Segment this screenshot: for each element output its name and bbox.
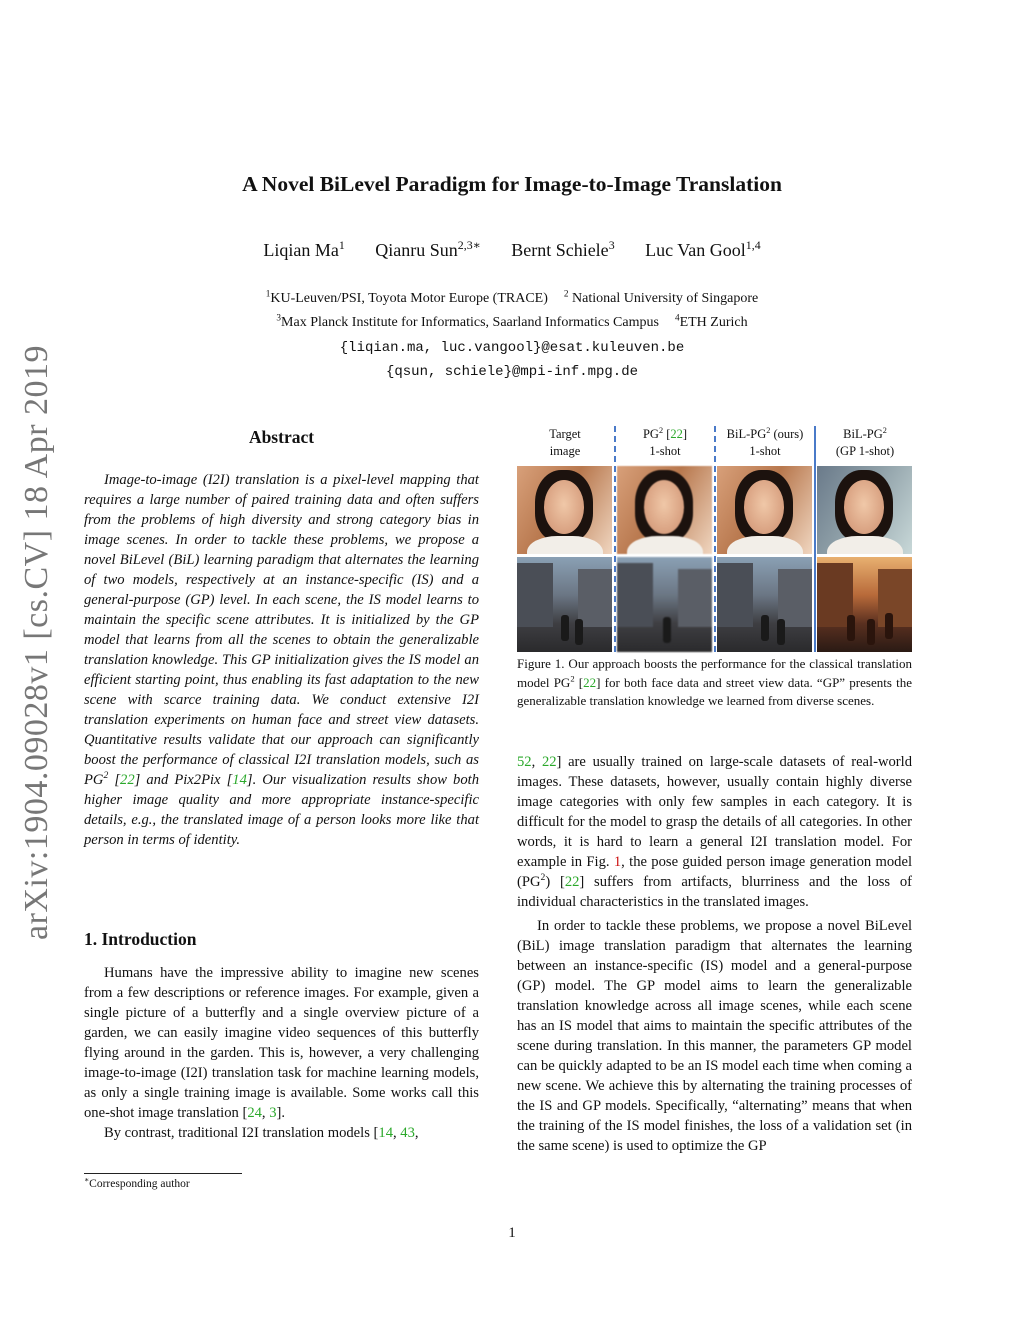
citation-link[interactable]: 22: [541, 754, 557, 770]
figure-divider: [614, 426, 616, 652]
street-target-image: [517, 557, 612, 652]
face-bil-pg2-image: [717, 466, 812, 554]
figure-column-header: BiL-$PG^2$ (GP 1-shot): [835, 425, 895, 458]
citation-link[interactable]: 14: [378, 1125, 393, 1141]
author-list: [0, 240, 1024, 261]
paper-title: A Novel BiLevel Paradigm for Image-to-Image Translation: [242, 172, 782, 196]
street-bil-pg2-image: [717, 557, 812, 652]
figure-divider: [814, 426, 816, 652]
figure-column-header: Target image: [549, 427, 581, 458]
figure-1: [517, 426, 912, 652]
footnote: ∗Corresponding author: [84, 1175, 190, 1190]
street-bil-pg2-gp-image: [817, 557, 912, 652]
citation-link[interactable]: 22: [564, 874, 580, 890]
face-pg2-image: [617, 466, 712, 554]
figure-column-header: BiL-$PG^2$ (ours) 1-shot: [726, 425, 804, 458]
figure-caption: Figure 1. Our approach boosts the performance for the classical translation model $PG^2$ [22] for both face data and street view data. “GP” presents the generalizable translation knowledge we learned from diverse scenes.: [517, 656, 912, 708]
citation-link[interactable]: 43: [400, 1125, 415, 1141]
citation-link[interactable]: 3: [269, 1105, 277, 1121]
author: Qianru Sun$^{2,3∗}$: [375, 238, 481, 260]
author: Luc Van Gool$^{1,4}$: [645, 238, 761, 260]
affiliation-line: $^1$KU-Leuven/PSI, Toyota Motor Europe (TRACE) $^2$ National University of Singapore: [265, 288, 759, 306]
right-column-body: 52, 22] are usually trained on large-scale datasets of real-world images. These datasets, however, usually contain highly diverse image categories with only few samples in each category. It is difficult for the model to grasp the details of all categories. In other words, it is hard to learn a general I2I translation model. For example in Fig. 1, the pose guided person image generation model $(PG^2)$ [22] suffers from artifacts, blurriness and the loss of individual characteristics in the translated images. In order to tackle these problems, we propose a novel BiLevel (BiL) image translation paradigm that alternates the learning between an instance-specific (IS) model and a general-purpose (GP) model. The GP model aims to learn the generalizable translation knowledge across all image scenes, while each scene has an IS model that aims to maintain the specific attributes of the scene during translation. In this manner, the parameters GP model can be quickly adapted to be an IS model each time when coming a new scene. We achieve this by alternating the training processes of the IS and GP models. Specifically, “alternating” means that when the training of the IS model finishes, the loss of a validation set (in the same scene) is used to optimize the GP: [517, 754, 912, 1154]
citation-link[interactable]: 22: [120, 772, 135, 788]
footnote-rule: [84, 1173, 242, 1174]
author: Bernt Schiele$^3$: [511, 238, 615, 260]
section-heading: 1. Introduction: [84, 929, 197, 949]
face-bil-pg2-gp-image: [817, 466, 912, 554]
citation-link[interactable]: 24: [247, 1105, 262, 1121]
citation-link[interactable]: 52: [517, 754, 532, 770]
page-number: 1: [508, 1225, 516, 1241]
intro-body: Humans have the impressive ability to imagine new scenes from a few descriptions or reference images. For example, given a single picture of a butterfly and a single overview picture of a garden, we can easily imagine video sequences of this butterfly flying around in the garden. This is, however, a very challenging image-to-image (I2I) translation task for machine learning models, as only a single training image is available. Some works call this one-shot image translation [24, 3]. By contrast, traditional I2I translation models [14, 43,: [84, 965, 479, 1141]
arxiv-stamp: arXiv:1904.09028v1 [cs.CV] 18 Apr 2019: [18, 344, 55, 940]
author: Liqian Ma$^1$: [263, 238, 345, 260]
figure-link[interactable]: 1: [613, 854, 622, 870]
abstract-heading: Abstract: [248, 427, 315, 447]
citation-link[interactable]: 14: [232, 772, 247, 788]
email-line: {qsun, schiele}@mpi-inf.mpg.de: [385, 364, 639, 380]
figure-divider: [714, 426, 716, 652]
face-target-image: [517, 466, 612, 554]
citation-link[interactable]: 22: [583, 674, 597, 690]
abstract-body: Image-to-image (I2I) translation is a pixel-level mapping that requires a large number of paired training data and often suffers from the problems of high diversity and strong category bias in image scenes. In order to tackle these problems, we propose a novel BiLevel (BiL) learning paradigm that alternates the learning of two models, respectively at an instance-specific (IS) and a general-purpose (GP) level. In each scene, the IS model learns to maintain the specific scene attributes. It is initialized by the GP model that learns from all the scenes to obtain the generalizable translation knowledge. This GP initialization gives the IS model an efficient starting point, thus enabling its fast adaptation to the new scene with scarce training data. We conduct extensive I2I translation experiments on human face and street view datasets. Quantitative results validate that our approach can significantly boost the performance of classical I2I translation models, such as $PG^2$ [22] and Pix2Pix [14]. Our visualization results show both higher image quality and more appropriate instance-specific details, e.g., the translated image of a person looks more like that person in terms of identity.: [84, 472, 479, 848]
affiliation-line: $^3$Max Planck Institute for Informatics, Saarland Informatics Campus $^4$ETH Zurich: [276, 312, 748, 330]
figure-column-header: $PG^2$ [22] 1-shot: [642, 425, 688, 458]
street-pg2-image: [617, 557, 712, 652]
email-line: {liqian.ma, luc.vangool}@esat.kuleuven.be: [339, 340, 685, 356]
